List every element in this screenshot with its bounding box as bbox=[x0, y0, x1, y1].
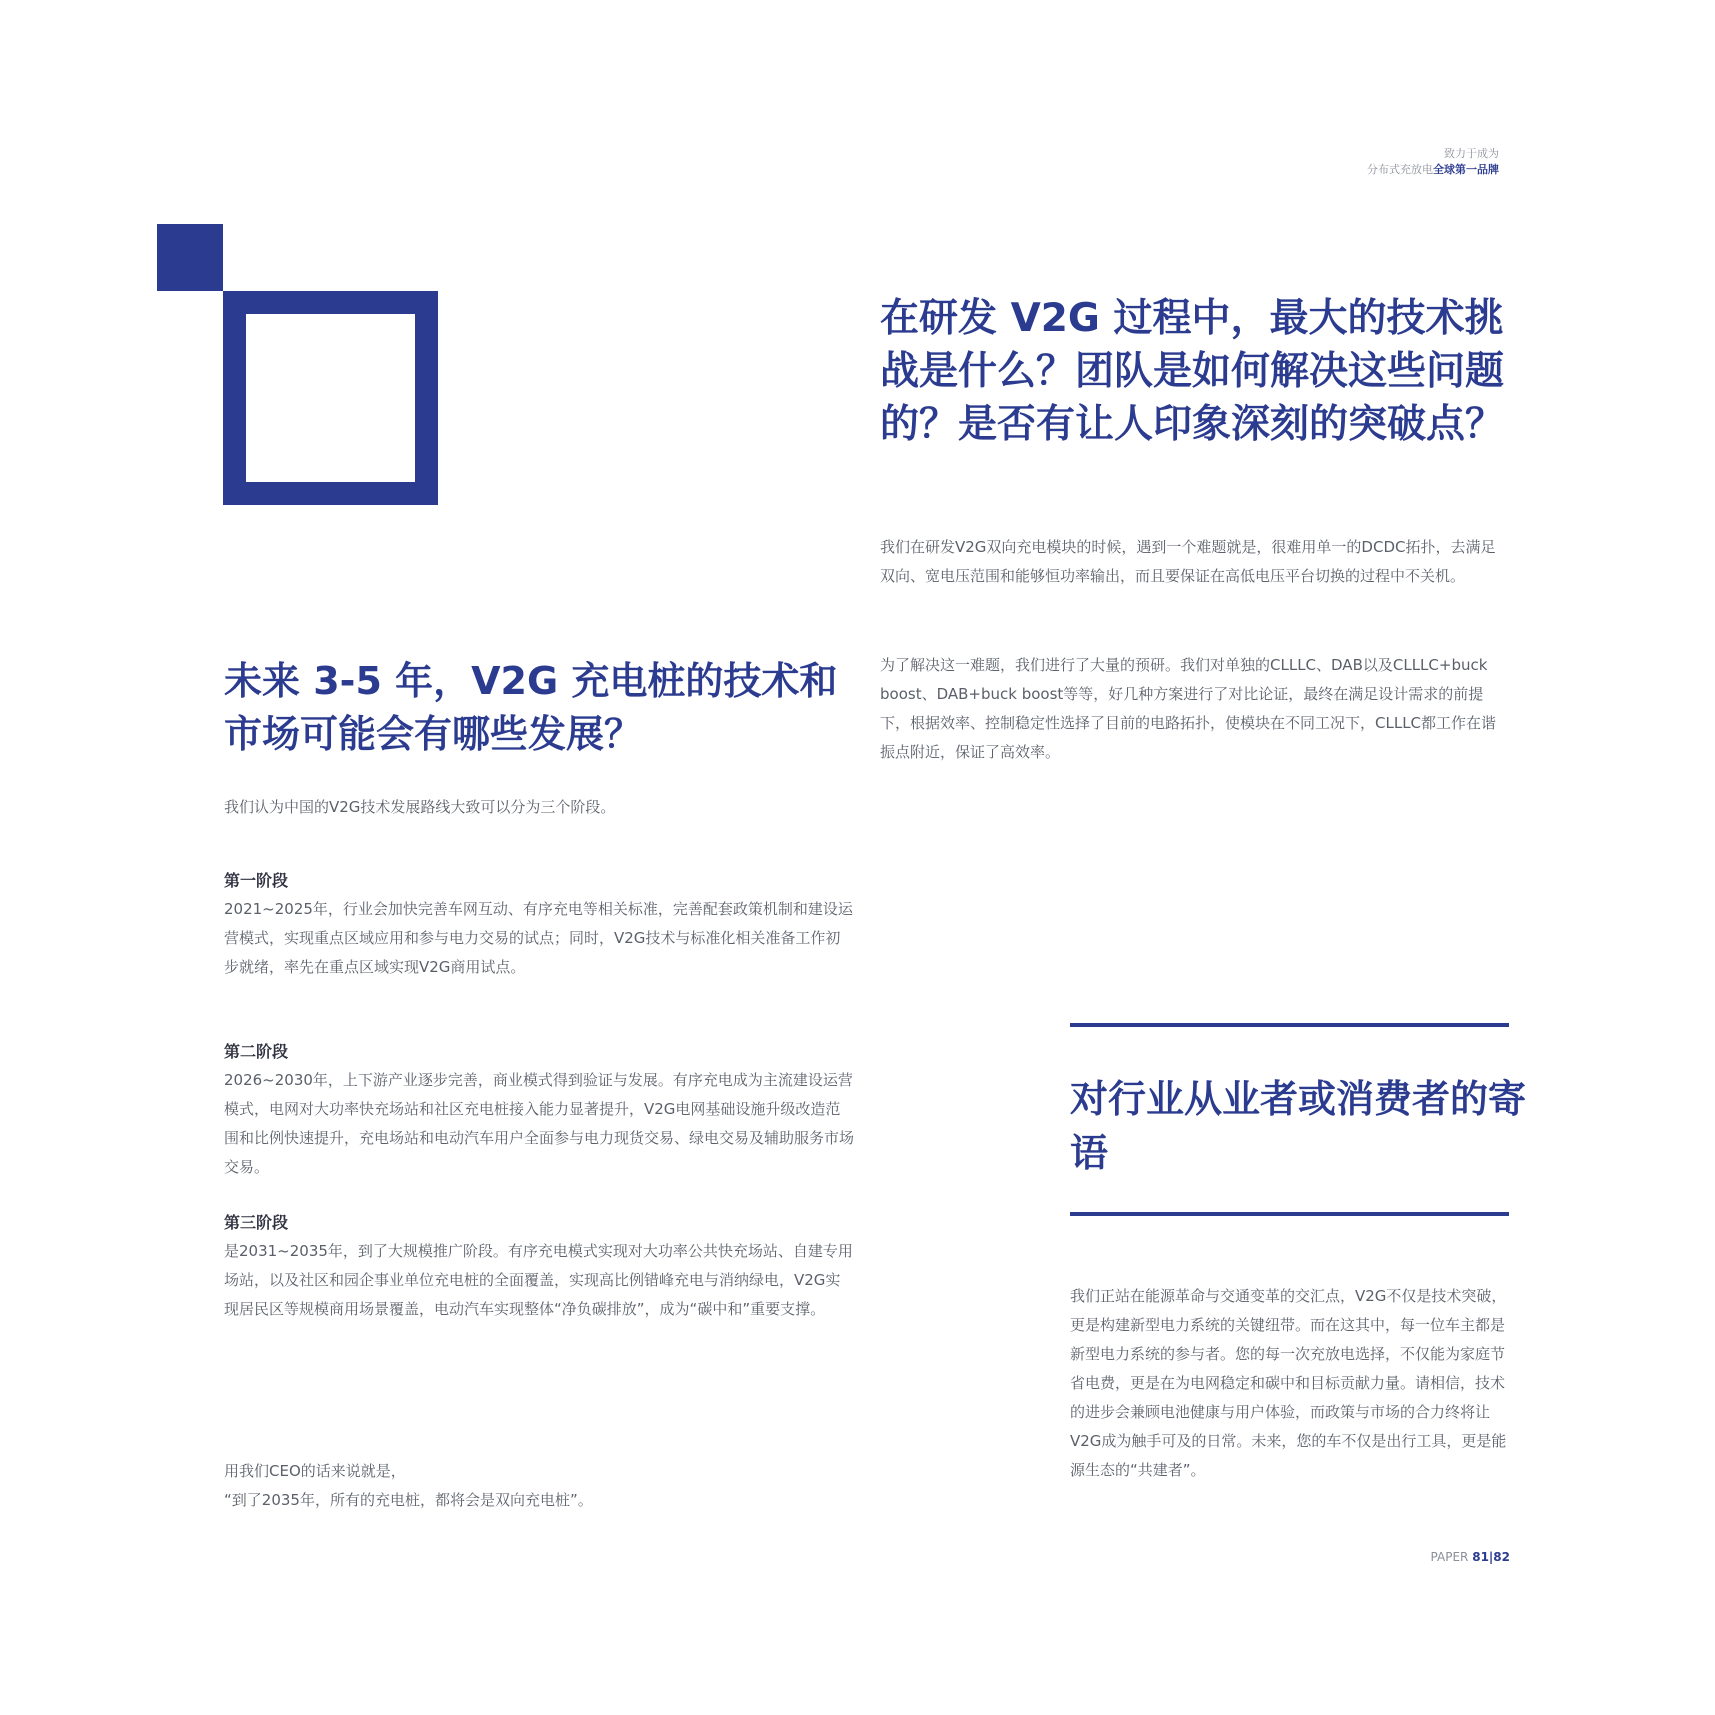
page-numbers: 81|82 bbox=[1472, 1550, 1510, 1564]
question-heading-challenges: 在研发 V2G 过程中，最大的技术挑战是什么？团队是如何解决这些问题的？是否有让人印象深刻的突破点？ bbox=[880, 296, 1505, 447]
stage-block bbox=[224, 1209, 854, 1324]
divider-bottom bbox=[1070, 1212, 1509, 1216]
tagline-line1: 致力于成为 bbox=[1444, 147, 1499, 160]
answer-paragraph: 为了解决这一难题，我们进行了大量的预研。我们对单独的CLLLC、DAB以及CLLLC+buck boost、DAB+buck boost等等，好几种方案进行了对比论证，最终在满足设计需求的前提下，根据效率、控制稳定性选择了目前的电路拓扑，使模块在不同工况下，CLLLC都工作在谐振点附近，保证了高效率。 bbox=[880, 656, 1497, 761]
ceo-quote-intro: 用我们CEO的话来说就是， bbox=[224, 1462, 406, 1480]
stage-title: 第三阶段 bbox=[224, 1213, 289, 1232]
page-label: PAPER bbox=[1430, 1550, 1469, 1564]
stage-block bbox=[224, 1038, 854, 1182]
question-heading-future: 未来 3-5 年，V2G 充电桩的技术和市场可能会有哪些发展？ bbox=[224, 659, 838, 756]
decorative-solid-square bbox=[157, 224, 223, 291]
stage-title: 第二阶段 bbox=[224, 1042, 289, 1061]
header-tagline bbox=[1367, 146, 1499, 178]
tagline-bold: 全球第一品牌 bbox=[1433, 163, 1499, 176]
stage-text: 2026~2030年，上下游产业逐步完善，商业模式得到验证与发展。有序充电成为主流建设运营模式，电网对大功率快充场站和社区充电桩接入能力显著提升，V2G电网基础设施升级改造范围和比例快速提升，充电场站和电动汽车用户全面参与电力现货交易、绿电交易及辅助服务市场交易。 bbox=[224, 1071, 855, 1176]
stage-text: 2021~2025年，行业会加快完善车网互动、有序充电等相关标准，完善配套政策机制和建设运营模式，实现重点区域应用和参与电力交易的试点；同时，V2G技术与标准化相关准备工作初步就绪，率先在重点区域实现V2G商用试点。 bbox=[224, 900, 853, 976]
decorative-square-frame bbox=[223, 291, 438, 505]
message-paragraph: 我们正站在能源革命与交通变革的交汇点，V2G不仅是技术突破，更是构建新型电力系统的关键纽带。而在这其中，每一位车主都是新型电力系统的参与者。您的每一次充放电选择，不仅能为家庭节省电费，更是在为电网稳定和碳中和目标贡献力量。请相信，技术的进步会兼顾电池健康与用户体验，而政策与市场的合力终将让V2G成为触手可及的日常。未来，您的车不仅是出行工具，更是能源生态的“共建者”。 bbox=[1070, 1287, 1507, 1479]
ceo-quote-text: “到了2035年，所有的充电桩，都将会是双向充电桩”。 bbox=[224, 1491, 593, 1509]
stage-text: 是2031~2035年，到了大规模推广阶段。有序充电模式实现对大功率公共快充场站、自建专用场站，以及社区和园企事业单位充电桩的全面覆盖，实现高比例错峰充电与消纳绿电，V2G实现居民区等规模商用场景覆盖，电动汽车实现整体“净负碳排放”，成为“碳中和”重要支撑。 bbox=[224, 1242, 853, 1318]
question-heading-message: 对行业从业者或消费者的寄语 bbox=[1070, 1077, 1527, 1175]
ceo-quote bbox=[224, 1457, 854, 1515]
future-intro: 我们认为中国的V2G技术发展路线大致可以分为三个阶段。 bbox=[224, 798, 616, 816]
page-number bbox=[1420, 1550, 1510, 1564]
tagline-line2 bbox=[1367, 162, 1499, 178]
answer-paragraph: 我们在研发V2G双向充电模块的时候，遇到一个难题就是，很难用单一的DCDC拓扑，去满足双向、宽电压范围和能够恒功率输出，而且要保证在高低电压平台切换的过程中不关机。 bbox=[880, 538, 1496, 585]
stage-title: 第一阶段 bbox=[224, 871, 289, 890]
tagline-plain: 分布式充放电 bbox=[1367, 163, 1433, 176]
stage-block bbox=[224, 867, 854, 982]
divider-top bbox=[1070, 1023, 1509, 1027]
